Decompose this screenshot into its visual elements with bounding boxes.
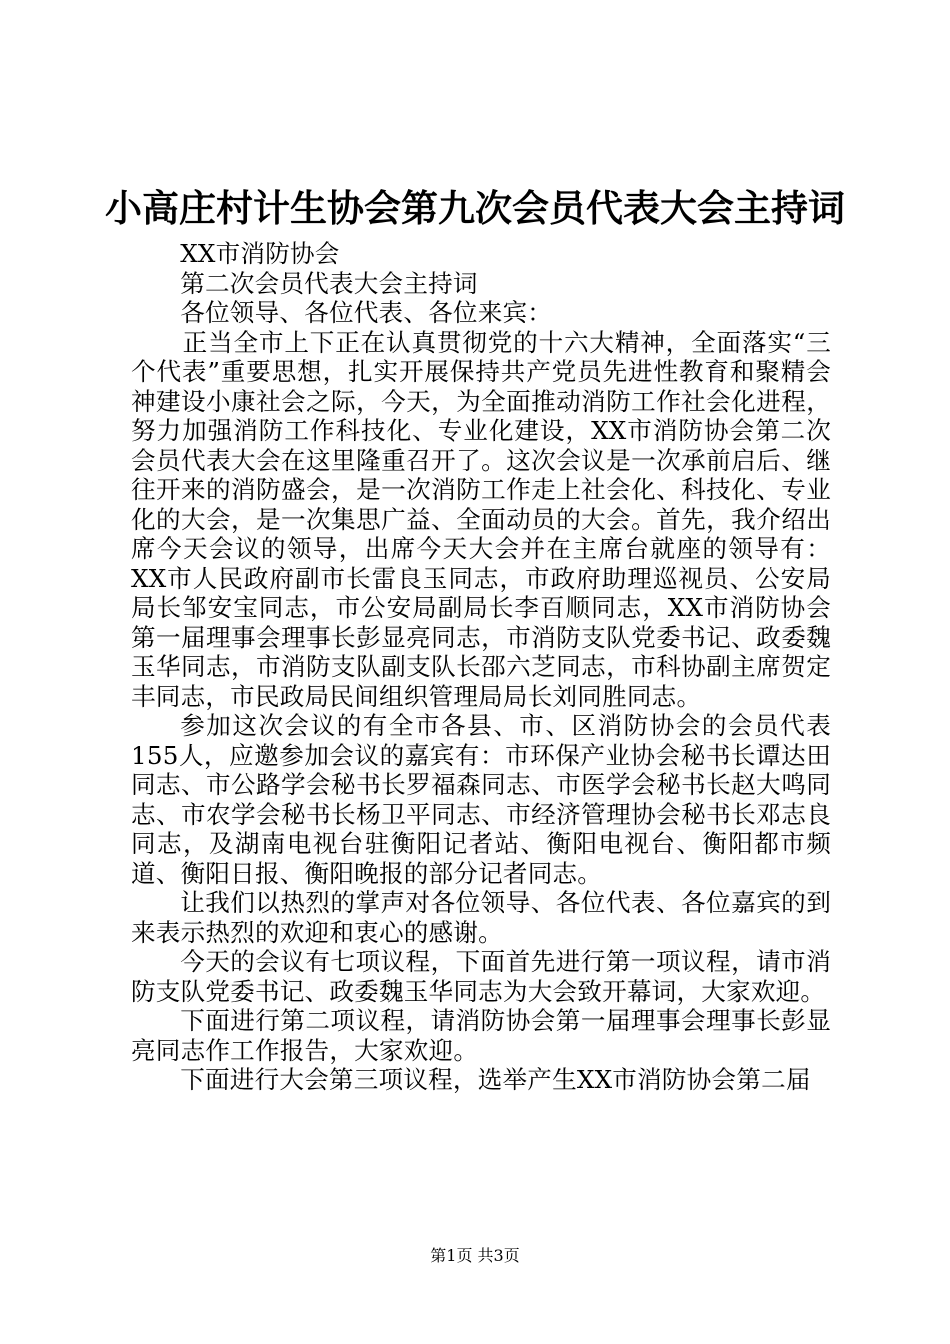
paragraph-opening: 正当全市上下正在认真贯彻党的十六大精神，全面落实“三个代表”重要思想，扎实开展保持共产党员先进性教育和聚精会神建设小康社会之际，今天，为全面推动消防工作社会化进程，努力加强消防工作科技化、专业化建设，XX市消防协会第二次会员代表大会在这里隆重召开了。这次会议是一次承前启后、继往开来的消防盛会，是一次消防工作走上社会化、科技化、专业化的大会，是一次集思广益、全面动员的大会。首先，我介绍出席今天会议的领导，出席今天大会并在主席台就座的领导有：XX市人民政府副市长雷良玉同志，市政府助理巡视员、公安局局长邹安宝同志，市公安局副局长李百顺同志，XX市消防协会第一届理事会理事长彭显亮同志，市消防支队党委书记、政委魏玉华同志，市消防支队副支队长邵六芝同志，市科协副主席贺定丰同志，市民政局民间组织管理局局长刘同胜同志。: [131, 327, 831, 711]
document-title: 小高庄村计生协会第九次会员代表大会主持词: [105, 186, 845, 230]
document-body: [131, 239, 831, 1095]
paragraph-salutation: 各位领导、各位代表、各位来宾：: [180, 298, 553, 327]
paragraph-subtitle: 第二次会员代表大会主持词: [180, 268, 478, 298]
paragraph-agenda-3: 下面进行大会第三项议程，选举产生XX市消防协会第二届: [180, 1065, 811, 1094]
page-number: 第1页 共3页: [430, 1246, 520, 1265]
paragraph-agenda-1: 今天的会议有七项议程，下面首先进行第一项议程，请市消防支队党委书记、政委魏玉华同志为大会致开幕词，大家欢迎。: [131, 947, 831, 1006]
paragraph-attendees: 参加这次会议的有全市各县、市、区消防协会的会员代表155人，应邀参加会议的嘉宾有：市环保产业协会秘书长谭达田同志、市公路学会秘书长罗福森同志、市医学会秘书长赵大鸣同志、市农学会秘书长杨卫平同志、市经济管理协会秘书长邓志良同志，及湖南电视台驻衡阳记者站、衡阳电视台、衡阳都市频道、衡阳日报、衡阳晚报的部分记者同志。: [131, 711, 831, 888]
paragraph-org: XX市消防协会: [180, 239, 340, 268]
paragraph-agenda-2: 下面进行第二项议程，请消防协会第一届理事会理事长彭显亮同志作工作报告，大家欢迎。: [131, 1006, 831, 1065]
paragraph-welcome: 让我们以热烈的掌声对各位领导、各位代表、各位嘉宾的到来表示热烈的欢迎和衷心的感谢。: [131, 888, 831, 947]
